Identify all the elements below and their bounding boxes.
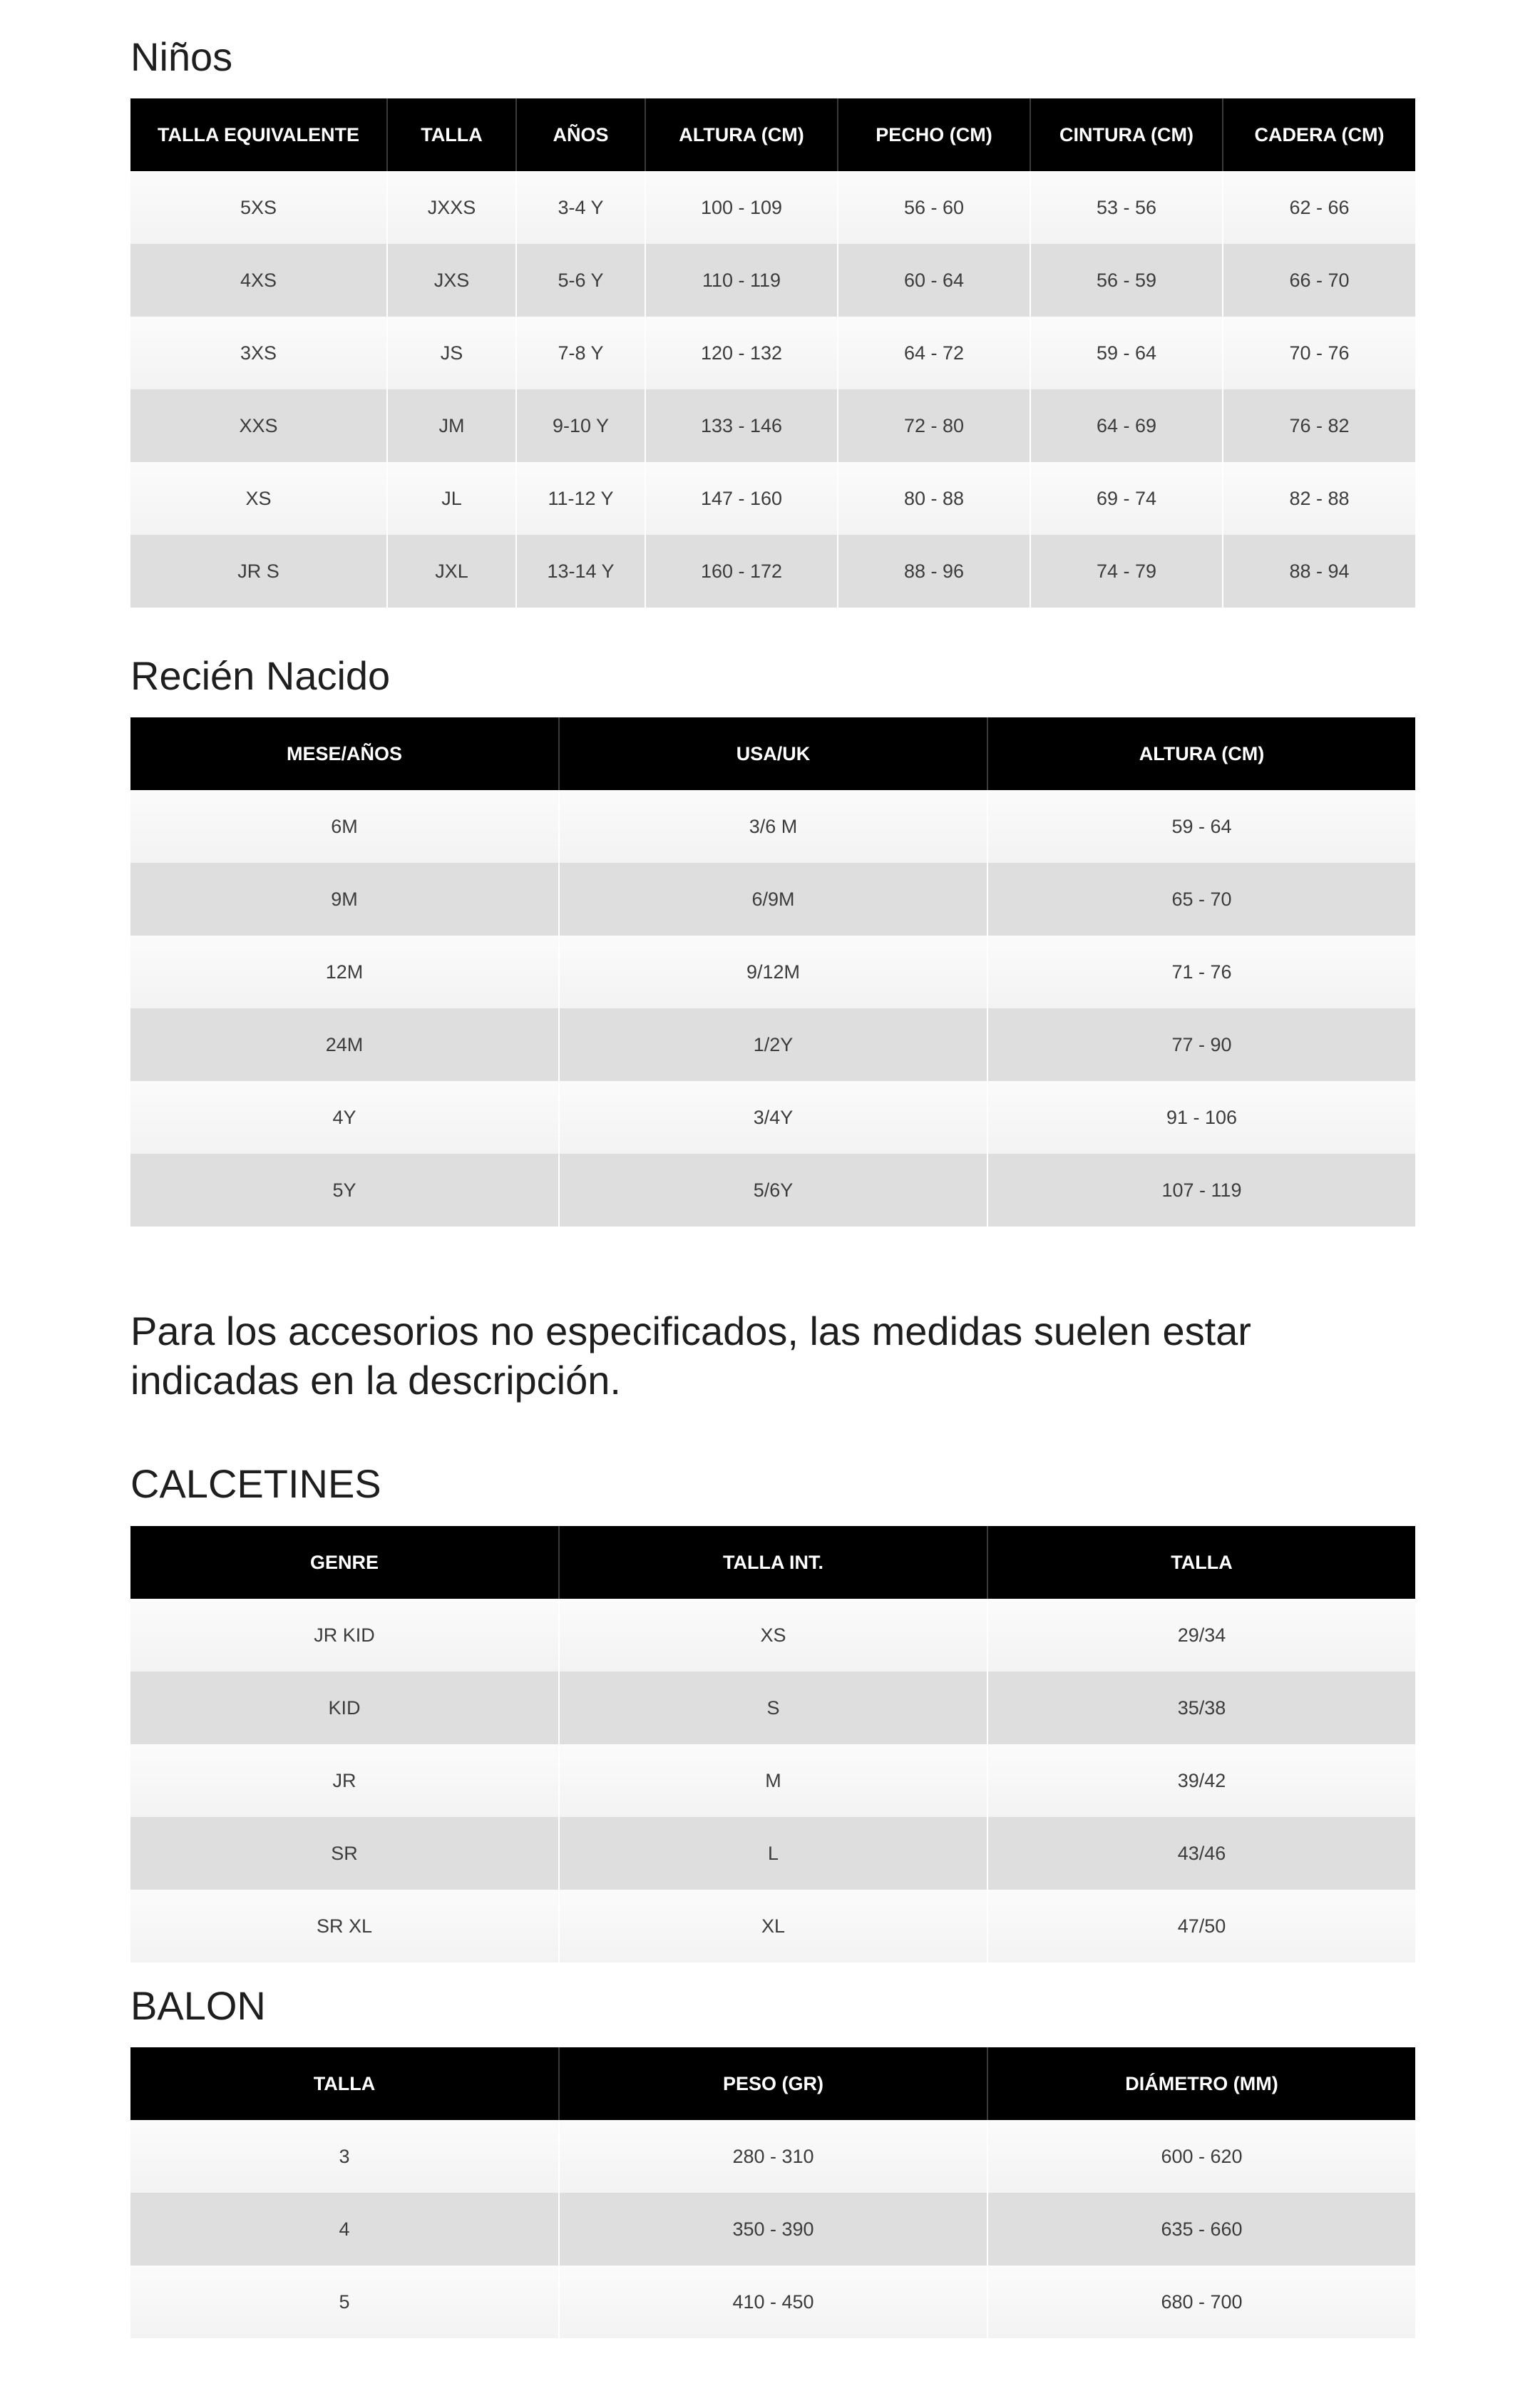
cell: 6M: [130, 790, 559, 863]
accessories-note: Para los accesorios no especificados, las medidas suelen estar indicadas en la descripción.: [130, 1309, 1251, 1403]
col-talla: TALLA: [387, 98, 516, 171]
cell: XL: [559, 1890, 987, 1962]
cell: 13-14 Y: [516, 535, 645, 608]
cell: KID: [130, 1672, 559, 1744]
table-header: [130, 1526, 1415, 1599]
cell: 120 - 132: [645, 317, 838, 389]
cell: 11-12 Y: [516, 462, 645, 535]
cell: XS: [130, 462, 387, 535]
cell: 39/42: [987, 1744, 1415, 1817]
cell: 3: [130, 2120, 559, 2193]
table-row: [130, 1744, 1415, 1817]
cell: 4Y: [130, 1081, 559, 1154]
col-anos: AÑOS: [516, 98, 645, 171]
table-header: [130, 98, 1415, 171]
cell: 53 - 56: [1030, 171, 1223, 244]
cell: 35/38: [987, 1672, 1415, 1744]
table-row: [130, 317, 1415, 389]
table-row: [130, 936, 1415, 1008]
cell: 24M: [130, 1008, 559, 1081]
cell: 160 - 172: [645, 535, 838, 608]
table-recien-nacido: [130, 717, 1415, 1227]
cell: XXS: [130, 389, 387, 462]
cell: 100 - 109: [645, 171, 838, 244]
cell: 62 - 66: [1223, 171, 1415, 244]
table-row: [130, 1890, 1415, 1962]
table-row: [130, 1008, 1415, 1081]
table-row: [130, 2266, 1415, 2338]
col-talla-equivalente: TALLA EQUIVALENTE: [130, 98, 387, 171]
cell: JXS: [387, 244, 516, 317]
cell: 3-4 Y: [516, 171, 645, 244]
cell: 91 - 106: [987, 1081, 1415, 1154]
col-cintura: CINTURA (CM): [1030, 98, 1223, 171]
table-header: [130, 717, 1415, 790]
cell: 5-6 Y: [516, 244, 645, 317]
col-peso: PESO (GR): [559, 2047, 987, 2120]
cell: 107 - 119: [987, 1154, 1415, 1227]
cell: SR XL: [130, 1890, 559, 1962]
table-row: [130, 790, 1415, 863]
table-balon: [130, 2047, 1415, 2338]
cell: SR: [130, 1817, 559, 1890]
cell: 60 - 64: [838, 244, 1030, 317]
table-row: [130, 535, 1415, 608]
table-row: [130, 1817, 1415, 1890]
cell: 680 - 700: [987, 2266, 1415, 2338]
cell: 66 - 70: [1223, 244, 1415, 317]
cell: XS: [559, 1599, 987, 1672]
table-row: [130, 1599, 1415, 1672]
cell: 56 - 59: [1030, 244, 1223, 317]
cell: 5: [130, 2266, 559, 2338]
cell: 635 - 660: [987, 2193, 1415, 2266]
cell: S: [559, 1672, 987, 1744]
section-title-balon: BALON: [130, 1983, 266, 2028]
cell: 110 - 119: [645, 244, 838, 317]
cell: 82 - 88: [1223, 462, 1415, 535]
section-title-calcetines: CALCETINES: [130, 1461, 381, 1506]
cell: 350 - 390: [559, 2193, 987, 2266]
table-row: [130, 1081, 1415, 1154]
col-altura: ALTURA (CM): [645, 98, 838, 171]
cell: 1/2Y: [559, 1008, 987, 1081]
cell: 3XS: [130, 317, 387, 389]
cell: M: [559, 1744, 987, 1817]
cell: 147 - 160: [645, 462, 838, 535]
table-row: [130, 389, 1415, 462]
col-pecho: PECHO (CM): [838, 98, 1030, 171]
section-title-ninos: Niños: [130, 34, 233, 79]
cell: 88 - 96: [838, 535, 1030, 608]
col-cadera: CADERA (CM): [1223, 98, 1415, 171]
table-row: [130, 2120, 1415, 2193]
cell: 12M: [130, 936, 559, 1008]
cell: 72 - 80: [838, 389, 1030, 462]
cell: 47/50: [987, 1890, 1415, 1962]
cell: JM: [387, 389, 516, 462]
col-diametro: DIÁMETRO (MM): [987, 2047, 1415, 2120]
col-talla: TALLA: [130, 2047, 559, 2120]
cell: 5XS: [130, 171, 387, 244]
cell: JR S: [130, 535, 387, 608]
col-genre: GENRE: [130, 1526, 559, 1599]
col-talla-int: TALLA INT.: [559, 1526, 987, 1599]
cell: JS: [387, 317, 516, 389]
table-row: [130, 1154, 1415, 1227]
cell: 9/12M: [559, 936, 987, 1008]
cell: JL: [387, 462, 516, 535]
table-row: [130, 1672, 1415, 1744]
cell: 600 - 620: [987, 2120, 1415, 2193]
cell: 4XS: [130, 244, 387, 317]
table-row: [130, 863, 1415, 936]
cell: 4: [130, 2193, 559, 2266]
cell: 5/6Y: [559, 1154, 987, 1227]
cell: 410 - 450: [559, 2266, 987, 2338]
table-row: [130, 244, 1415, 317]
col-altura: ALTURA (CM): [987, 717, 1415, 790]
cell: 77 - 90: [987, 1008, 1415, 1081]
cell: 29/34: [987, 1599, 1415, 1672]
cell: JXXS: [387, 171, 516, 244]
cell: 74 - 79: [1030, 535, 1223, 608]
table-row: [130, 462, 1415, 535]
cell: 7-8 Y: [516, 317, 645, 389]
cell: 280 - 310: [559, 2120, 987, 2193]
cell: 3/6 M: [559, 790, 987, 863]
cell: 9-10 Y: [516, 389, 645, 462]
cell: 59 - 64: [1030, 317, 1223, 389]
table-header: [130, 2047, 1415, 2120]
cell: 9M: [130, 863, 559, 936]
cell: 43/46: [987, 1817, 1415, 1890]
col-talla: TALLA: [987, 1526, 1415, 1599]
table-row: [130, 171, 1415, 244]
table-ninos: [130, 98, 1415, 608]
cell: 64 - 72: [838, 317, 1030, 389]
cell: 69 - 74: [1030, 462, 1223, 535]
cell: 59 - 64: [987, 790, 1415, 863]
cell: 64 - 69: [1030, 389, 1223, 462]
col-usa-uk: USA/UK: [559, 717, 987, 790]
cell: 5Y: [130, 1154, 559, 1227]
cell: 76 - 82: [1223, 389, 1415, 462]
cell: JXL: [387, 535, 516, 608]
cell: 70 - 76: [1223, 317, 1415, 389]
cell: 80 - 88: [838, 462, 1030, 535]
cell: L: [559, 1817, 987, 1890]
cell: 65 - 70: [987, 863, 1415, 936]
cell: 6/9M: [559, 863, 987, 936]
cell: JR: [130, 1744, 559, 1817]
cell: 71 - 76: [987, 936, 1415, 1008]
cell: 3/4Y: [559, 1081, 987, 1154]
cell: 56 - 60: [838, 171, 1030, 244]
col-mese-anos: MESE/AÑOS: [130, 717, 559, 790]
section-title-recien-nacido: Recién Nacido: [130, 653, 391, 698]
cell: 88 - 94: [1223, 535, 1415, 608]
table-calcetines: [130, 1526, 1415, 1962]
cell: 133 - 146: [645, 389, 838, 462]
cell: JR KID: [130, 1599, 559, 1672]
table-row: [130, 2193, 1415, 2266]
